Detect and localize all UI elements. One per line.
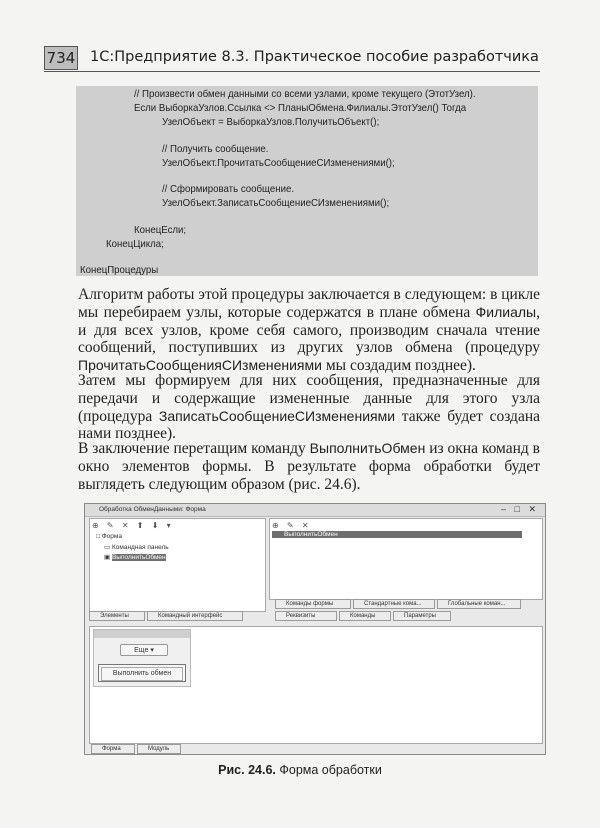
tab-standard-commands[interactable]: Стандартные кома... xyxy=(353,599,435,609)
form-preview xyxy=(89,626,543,744)
form-editor-screenshot xyxy=(84,503,546,755)
code-line: УзелОбъект = ВыборкаУзлов.ПолучитьОбъект(); xyxy=(162,116,380,128)
tab-global-commands[interactable]: Глобальные коман... xyxy=(437,599,521,609)
tree-item-form[interactable]: □ Форма xyxy=(96,533,122,540)
exec-exchange-button[interactable]: Выполнить обмен xyxy=(98,664,186,682)
code-line: КонецПроцедуры xyxy=(80,264,159,276)
tab-parameters[interactable]: Параметры xyxy=(393,611,451,621)
window-controls[interactable]: ‒ □ ✕ xyxy=(501,504,539,514)
page-header xyxy=(44,46,540,70)
paragraph-3: В заключение перетащим команду ВыполнитьОбмен из окна команд в окно элементов формы. В результате форма обработки будет выглядеть следующим образом (рис. 24.6). xyxy=(78,440,540,493)
code-line: // Сформировать сообщение. xyxy=(162,183,295,195)
term-filialy: Филиалы xyxy=(475,303,537,320)
tab-elements[interactable]: Элементы xyxy=(89,611,145,621)
tab-form[interactable]: Форма xyxy=(91,744,135,754)
term-exchange-command: ВыполнитьОбмен xyxy=(309,440,426,456)
commands-toolbar[interactable]: ⊕ ✎ ✕ xyxy=(272,521,312,530)
tree-item-command-bar[interactable]: ▭ Командная панель xyxy=(104,544,169,551)
tab-commands[interactable]: Команды xyxy=(339,611,391,621)
code-line: Если ВыборкаУзлов.Ссылка <> ПланыОбмена.Филиалы.ЭтотУзел() Тогда xyxy=(134,102,467,114)
page-number: 734 xyxy=(44,46,78,70)
window-title: Обработка ОбменДанными: Форма xyxy=(99,506,206,513)
paragraph-2: Затем мы формируем для них сообщения, предназначенные для передачи и содержащие измененные данные для этого узла (процедура ЗаписатьСообщениеСИзменениями также будет создана нами позднее). xyxy=(78,372,540,443)
code-line: КонецЦикла; xyxy=(106,238,164,250)
term-write-procedure: ЗаписатьСообщениеСИзменениями xyxy=(158,407,396,424)
caption-text: Форма обработки xyxy=(279,763,382,777)
elements-toolbar[interactable]: ⊕ ✎ ✕ ⬆ ⬇ ▾ xyxy=(92,521,174,530)
window-titlebar xyxy=(85,504,545,517)
tab-form-commands[interactable]: Команды формы xyxy=(275,599,351,609)
form-command-panel xyxy=(93,629,191,687)
header-rule xyxy=(44,71,540,72)
code-line: КонецЕсли; xyxy=(134,224,187,236)
command-exec-exchange[interactable]: ВыполнитьОбмен xyxy=(272,531,522,538)
code-line: УзелОбъект.ЗаписатьСообщениеСИзменениями(); xyxy=(162,197,390,209)
code-line: // Получить сообщение. xyxy=(162,143,269,155)
figure-caption xyxy=(0,763,600,777)
code-listing xyxy=(76,86,538,276)
commands-pane xyxy=(269,518,543,600)
code-line: УзелОбъект.ПрочитатьСообщениеСИзменениями(); xyxy=(162,157,395,169)
tree-item-exec-exchange[interactable]: ▣ ВыполнитьОбмен xyxy=(104,554,166,561)
tab-module[interactable]: Модуль xyxy=(137,744,181,754)
caption-label: Рис. 24.6. xyxy=(218,763,276,777)
paragraph-1: Алгоритм работы этой процедуры заключается в следующем: в цикле мы перебираем узлы, которые содержатся в плане обмена Филиалы, и для всех узлов, кроме себя самого, производим сначала чтение сообщений, поступивших из других узлов обмена (процедуру ПрочитатьСообщенияСИзменениями мы создадим позднее). xyxy=(78,286,540,375)
more-button[interactable]: Еще ▾ xyxy=(120,644,168,656)
tab-command-interface[interactable]: Командный интерфейс xyxy=(147,611,243,621)
book-title: 1С:Предприятие 8.3. Практическое пособие разработчика xyxy=(90,49,539,65)
tab-attributes[interactable]: Реквизиты xyxy=(275,611,337,621)
elements-pane xyxy=(89,518,266,612)
term-read-procedure: ПрочитатьСообщенияСИзменениями xyxy=(78,357,322,374)
code-line: // Произвести обмен данными со всеми узлами, кроме текущего (ЭтотУзел). xyxy=(134,88,476,100)
